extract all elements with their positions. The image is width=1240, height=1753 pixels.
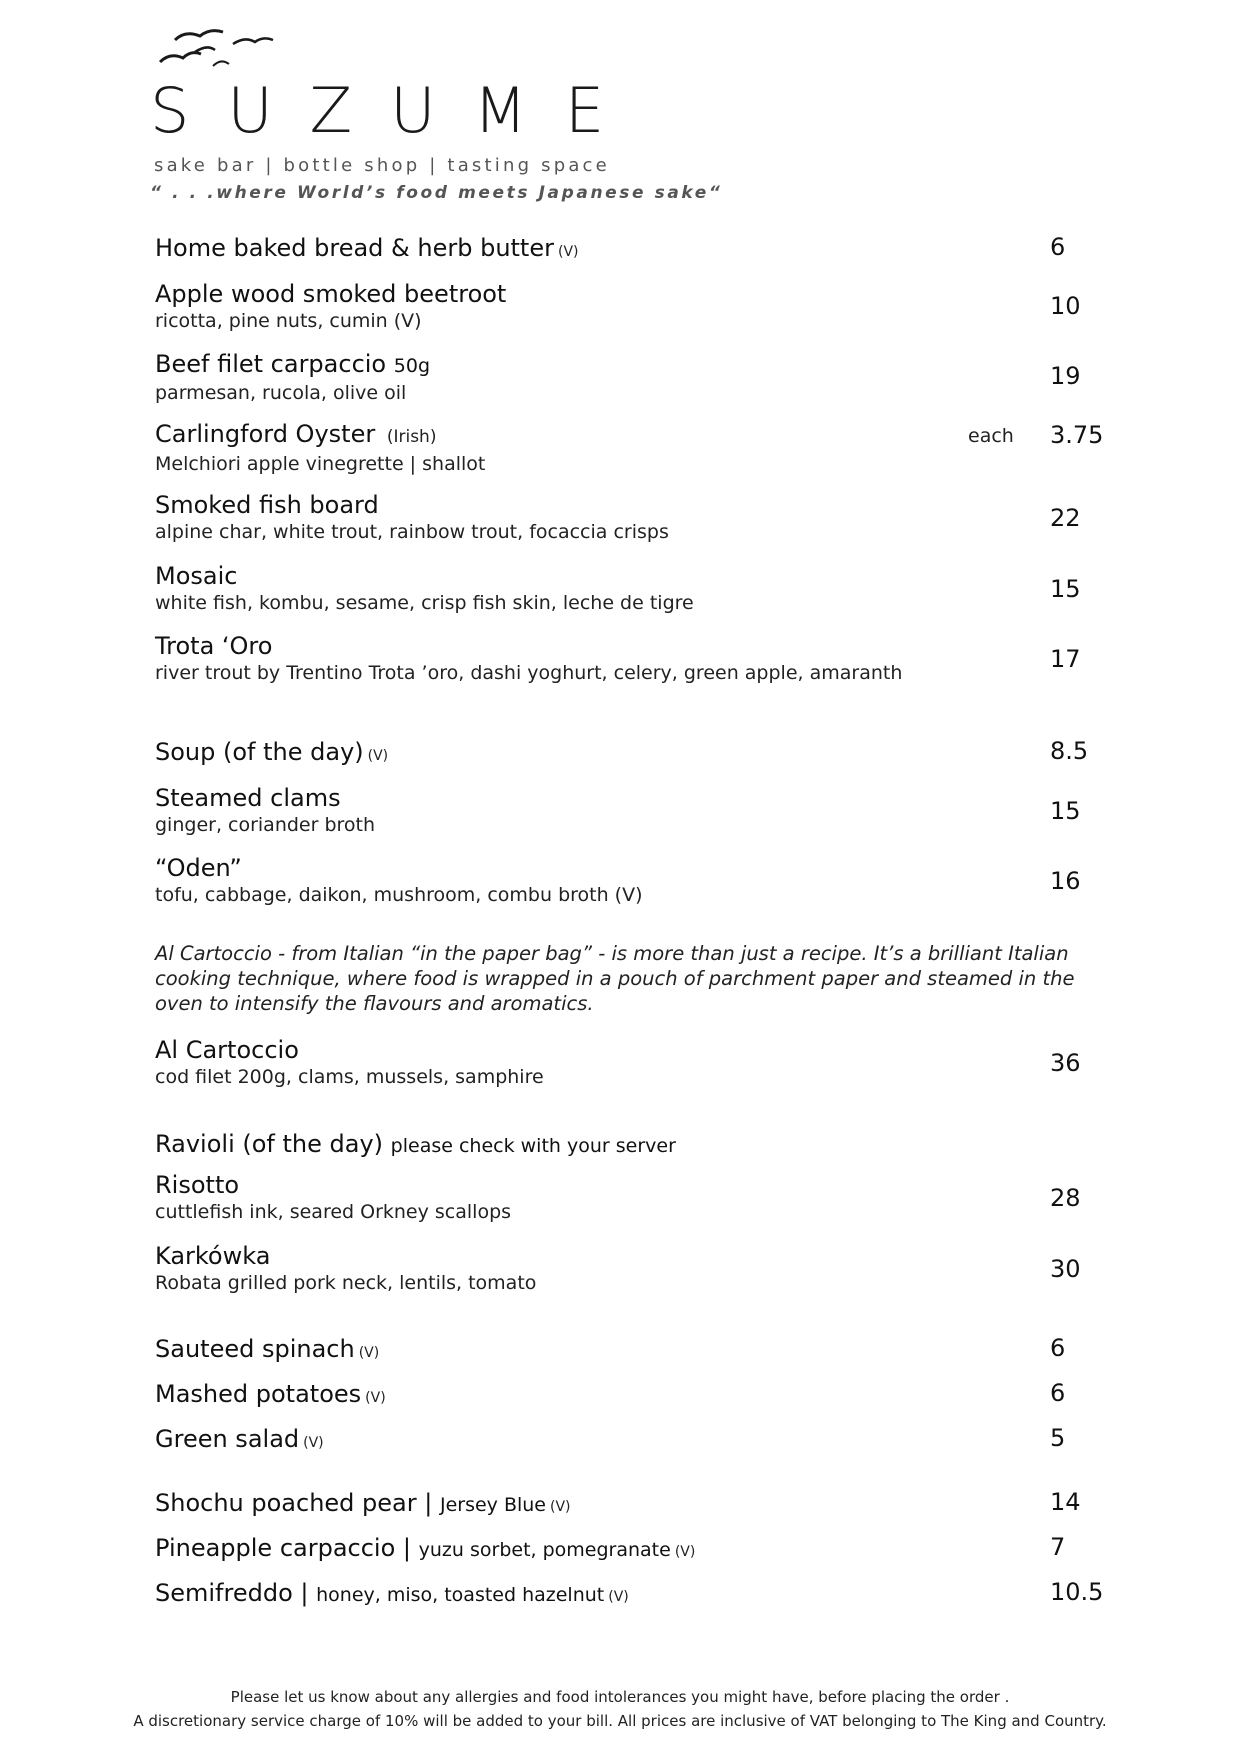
item-title: Carlingford Oyster: [155, 420, 376, 448]
item-title: Al Cartoccio: [155, 1036, 299, 1064]
item-title: Steamed clams: [155, 784, 341, 812]
menu-item: [155, 1488, 1115, 1522]
item-title: Soup (of the day): [155, 738, 364, 766]
item-price: 15: [1050, 575, 1081, 603]
item-title: Smoked fish board: [155, 491, 379, 519]
item-title: Shochu poached pear |: [155, 1489, 433, 1517]
vegetarian-mark: (V): [358, 1345, 380, 1361]
item-price: 19: [1050, 362, 1081, 390]
menu-item: [155, 561, 1115, 615]
item-title: Trota ‘Oro: [155, 632, 273, 660]
item-price: 6: [1050, 1334, 1066, 1362]
item-title: Sauteed spinach: [155, 1335, 355, 1363]
menu-item: [155, 1424, 1115, 1458]
menu-item: [155, 1035, 1115, 1089]
item-price: 10: [1050, 292, 1081, 320]
allergy-note: Please let us know about any allergies and food intolerances you might have, before placing the order .: [230, 1688, 1010, 1706]
item-title: Apple wood smoked beetroot: [155, 280, 507, 308]
item-weight: 50g: [393, 355, 431, 377]
item-origin: (Irish): [386, 427, 437, 447]
item-description: ricotta, pine nuts, cumin (V): [155, 310, 422, 332]
item-title: Mashed potatoes: [155, 1380, 362, 1408]
item-description: river trout by Trentino Trota ’oro, dashi yoghurt, celery, green apple, amaranth: [155, 662, 903, 684]
item-title: Mosaic: [155, 562, 238, 590]
item-price: 16: [1050, 867, 1081, 895]
item-price: 36: [1050, 1049, 1081, 1077]
item-description: alpine char, white trout, rainbow trout, focaccia crisps: [155, 521, 669, 543]
menu-item: [155, 233, 1115, 267]
item-price: 17: [1050, 645, 1081, 673]
item-description: white fish, kombu, sesame, crisp fish skin, leche de tigre: [155, 592, 694, 614]
item-description: cod filet 200g, clams, mussels, samphire: [155, 1066, 544, 1088]
vegetarian-mark: (V): [550, 1499, 571, 1515]
item-title: Karkówka: [155, 1242, 271, 1270]
menu-item: [155, 279, 1115, 333]
item-price: 7: [1050, 1533, 1066, 1561]
vegetarian-mark: (V): [367, 748, 389, 764]
item-price: 30: [1050, 1255, 1081, 1283]
item-title: Home baked bread & herb butter: [155, 234, 554, 262]
brand-name: SUZUME: [150, 74, 643, 147]
item-description: tofu, cabbage, daikon, mushroom, combu broth (V): [155, 884, 643, 906]
item-description: Melchiori apple vinegrette | shallot: [155, 453, 486, 475]
cartoccio-intro: Al Cartoccio - from Italian “in the paper bag” - is more than just a recipe. It’s a brilliant Italian cooking technique, where food is wrapped in a pouch of parchment paper and steamed in the oven to intensify the flavours and aromatics.: [155, 942, 1075, 1015]
item-price: 28: [1050, 1184, 1081, 1212]
vegetarian-mark: (V): [674, 1544, 696, 1560]
item-price: 15: [1050, 797, 1081, 825]
menu-item: [155, 631, 1115, 685]
item-description: Robata grilled pork neck, lentils, tomato: [155, 1272, 537, 1294]
item-title: Beef filet carpaccio: [155, 350, 387, 378]
item-price: 6: [1050, 1379, 1066, 1407]
menu-item: [155, 1334, 1115, 1368]
price-unit: each: [968, 425, 1014, 447]
item-title: Ravioli (of the day): [155, 1130, 384, 1158]
item-title: Risotto: [155, 1171, 240, 1199]
item-title: Semifreddo |: [155, 1579, 309, 1607]
item-accompaniment: Jersey Blue: [439, 1494, 546, 1516]
service-charge-note: A discretionary service charge of 10% will be added to your bill. All prices are inclusive of VAT belonging to The King and Country.: [133, 1712, 1107, 1730]
item-price: 10.5: [1050, 1578, 1104, 1606]
menu-item: [155, 490, 1115, 544]
brand-motto: “ . . .where World’s food meets Japanese sake“: [150, 183, 723, 203]
vegetarian-mark: (V): [608, 1589, 629, 1605]
item-description: ginger, coriander broth: [155, 814, 376, 836]
item-description: parmesan, rucola, olive oil: [155, 382, 407, 404]
item-price: 6: [1050, 233, 1066, 261]
menu-item: [155, 1533, 1115, 1567]
menu-item: [155, 1379, 1115, 1413]
menu-item: [155, 737, 1115, 771]
brand-tagline: sake bar | bottle shop | tasting space: [154, 155, 610, 176]
item-price: 8.5: [1050, 737, 1089, 765]
vegetarian-mark: (V): [365, 1390, 386, 1406]
menu-item: [155, 783, 1115, 837]
item-note: please check with your server: [390, 1135, 676, 1157]
vegetarian-mark: (V): [303, 1435, 324, 1451]
item-description: cuttlefish ink, seared Orkney scallops: [155, 1201, 512, 1223]
menu-item: [155, 1129, 1115, 1161]
menu-item: [155, 1578, 1115, 1612]
item-title: “Oden”: [155, 854, 242, 882]
menu-item: [155, 853, 1115, 907]
vegetarian-mark: (V): [557, 244, 579, 260]
birds-icon: [155, 22, 275, 72]
item-price: 14: [1050, 1488, 1081, 1516]
menu-item: [155, 1170, 1115, 1224]
item-title: Green salad: [155, 1425, 300, 1453]
item-accompaniment: honey, miso, toasted hazelnut: [316, 1584, 605, 1606]
brand-logo: [150, 22, 723, 203]
item-price: 5: [1050, 1424, 1066, 1452]
item-price: 22: [1050, 504, 1081, 532]
item-title: Pineapple carpaccio |: [155, 1534, 411, 1562]
menu-item: [155, 1241, 1115, 1295]
item-price: 3.75: [1050, 421, 1104, 449]
menu-item: [155, 349, 1115, 405]
item-accompaniment: yuzu sorbet, pomegranate: [418, 1539, 671, 1561]
